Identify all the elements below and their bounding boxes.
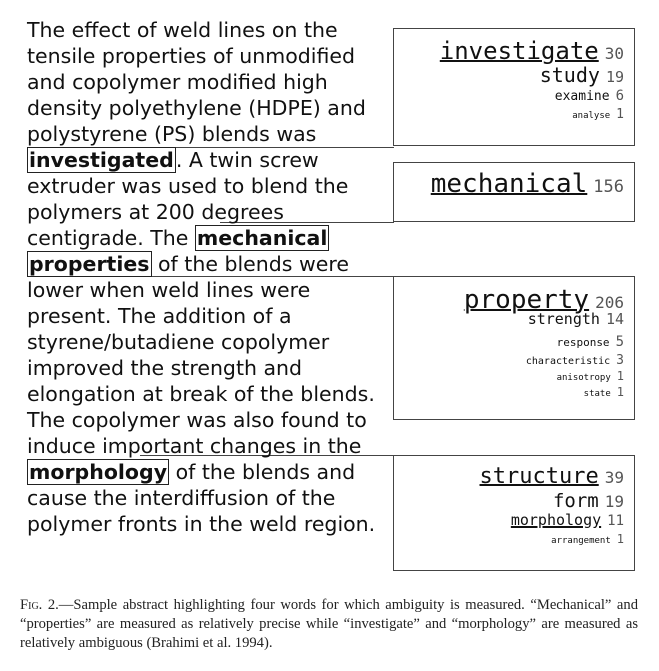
synonym-count: 206 [595, 293, 624, 312]
synonym-box-mechanical [393, 162, 635, 222]
abstract-segment: . A twin screw [175, 148, 319, 172]
abstract-segment: induce important changes in the [27, 434, 362, 458]
abstract-segment: improved the strength and [27, 356, 303, 380]
abstract-line [27, 277, 345, 303]
synonym-count: 39 [604, 468, 624, 487]
synonym-count: 11 [607, 513, 624, 529]
synonym-entry-structure [480, 464, 624, 489]
synonym-entry-analyse [572, 103, 624, 122]
abstract-segment: polymers at 200 degrees [27, 200, 284, 224]
abstract-line [27, 95, 366, 121]
synonym-entry-morphology [511, 510, 624, 529]
synonym-count: 19 [604, 492, 624, 511]
abstract-segment: of the blends and [169, 460, 356, 484]
synonym-entry-arrangement [551, 528, 624, 547]
abstract-line [27, 485, 345, 511]
synonym-word: strength [527, 310, 600, 328]
synonym-entry-response [557, 331, 624, 350]
abstract-segment: centigrade. The [27, 226, 195, 250]
synonym-word: characteristic [525, 356, 611, 367]
abstract-line [27, 303, 345, 329]
synonym-box-morphology [393, 455, 635, 571]
synonym-word: study [539, 63, 600, 87]
abstract-line [27, 173, 349, 199]
synonym-word: form [552, 490, 599, 512]
abstract-line [27, 459, 356, 485]
synonym-box-property [393, 276, 635, 420]
abstract-segment: styrene/butadiene copolymer [27, 330, 330, 354]
figure-caption [20, 596, 638, 653]
synonym-box-investigate [393, 28, 635, 146]
synonym-word: structure [479, 464, 599, 489]
abstract-line [27, 43, 355, 69]
synonym-entry-form [553, 490, 624, 512]
abstract-text [27, 17, 376, 537]
abstract-segment: present. The addition of a [27, 304, 292, 328]
synonym-count: 1 [616, 385, 624, 399]
abstract-segment: tensile properties of unmodified [27, 44, 355, 68]
synonym-word: investigate [439, 37, 599, 65]
abstract-line [27, 381, 375, 407]
abstract-line [27, 199, 345, 225]
abstract-line [27, 121, 345, 147]
abstract-segment: and copolymer modified high [27, 70, 328, 94]
abstract-line [27, 147, 345, 173]
abstract-line [27, 17, 345, 43]
synonym-count: 5 [615, 334, 624, 350]
synonym-count: 14 [605, 310, 624, 328]
synonym-entry-state [584, 381, 624, 400]
synonym-count: 19 [605, 68, 624, 86]
synonym-word: state [583, 389, 611, 399]
abstract-line [27, 355, 345, 381]
synonym-count: 1 [616, 107, 624, 122]
synonym-word: mechanical [430, 169, 588, 199]
abstract-segment: cause the interdiffusion of the [27, 486, 336, 510]
synonym-count: 156 [593, 177, 624, 197]
synonym-count: 6 [615, 88, 624, 104]
synonym-word: property [463, 285, 590, 315]
synonym-entry-mechanical [431, 169, 624, 199]
abstract-line [27, 69, 345, 95]
synonym-count: 30 [604, 44, 624, 63]
synonym-count: 1 [616, 532, 624, 546]
abstract-segment: The copolymer was also found to [27, 408, 367, 432]
abstract-segment: The effect of weld lines on the [27, 18, 338, 42]
synonym-count: 1 [616, 369, 624, 383]
abstract-line [27, 433, 362, 459]
synonym-entry-strength [528, 309, 624, 328]
highlighted-term-mechanical: mechanical [196, 226, 328, 250]
caption-text: —Sample abstract highlighting four words for which ambiguity is measured. “Mechanical” and “properties” are measured as relatively precise while “investigate” and “morphology” are measured as relatively ambiguous (Brahimi et al. 1994). [20, 597, 638, 651]
caption-label: Fig. 2. [20, 597, 59, 613]
synonym-count: 3 [616, 353, 624, 368]
synonym-entry-study [540, 63, 624, 87]
abstract-line [27, 407, 367, 433]
abstract-segment: elongation at break of the blends. [27, 382, 375, 406]
synonym-word: analyse [572, 111, 611, 121]
synonym-word: morphology [510, 511, 602, 529]
highlighted-term-investigated: investigated [29, 148, 174, 172]
synonym-word: anisotropy [556, 373, 611, 383]
abstract-segment: extruder was used to blend the [27, 174, 349, 198]
highlighted-term-morphology: morphology [29, 460, 168, 484]
abstract-segment: lower when weld lines were [27, 278, 311, 302]
synonym-entry-examine [555, 85, 624, 104]
abstract-line [27, 511, 376, 537]
highlighted-term-properties: properties [29, 252, 150, 276]
abstract-segment: polymer fronts in the weld region. [27, 512, 376, 536]
synonym-word: response [556, 336, 610, 349]
abstract-line [27, 251, 349, 277]
abstract-segment: polystyrene (PS) blends was [27, 122, 317, 146]
synonym-word: arrangement [551, 536, 611, 546]
abstract-line [27, 329, 345, 355]
abstract-segment: density polyethylene (HDPE) and [27, 96, 366, 120]
abstract-line [27, 225, 345, 251]
synonym-word: examine [554, 89, 610, 104]
abstract-segment: of the blends were [151, 252, 349, 276]
synonym-entry-investigate [440, 37, 624, 65]
